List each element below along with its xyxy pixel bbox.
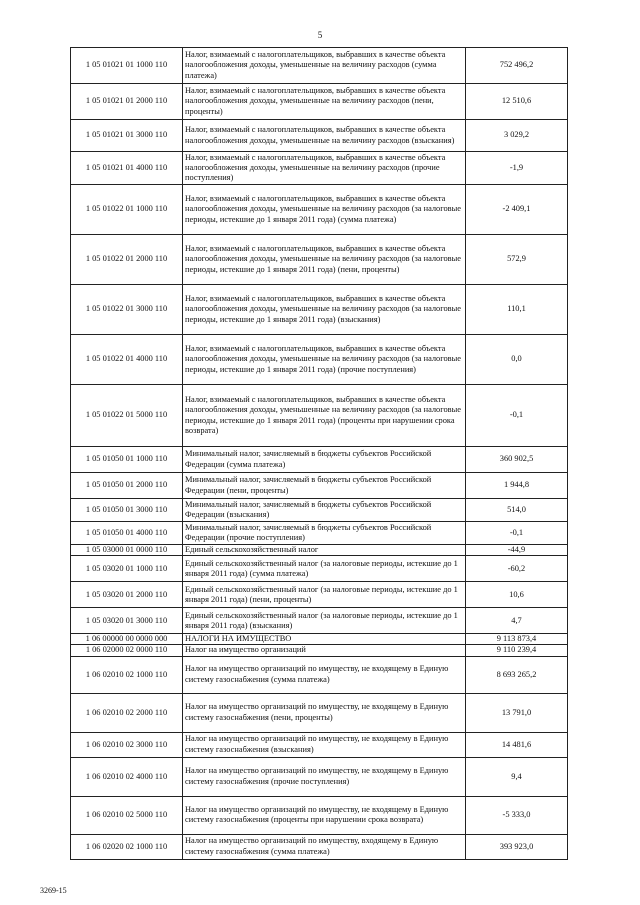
- table-row: [71, 473, 568, 499]
- budget-classification-code: 1 05 03020 01 1000 110: [71, 556, 183, 582]
- table-row: [71, 608, 568, 634]
- footer-document-code: 3269-15: [40, 886, 67, 895]
- amount-value: 1 944,8: [466, 473, 568, 499]
- budget-classification-code: 1 05 01022 01 5000 110: [71, 385, 183, 447]
- budget-classification-code: 1 05 01050 01 3000 110: [71, 499, 183, 522]
- amount-value: 12 510,6: [466, 84, 568, 120]
- budget-classification-code: 1 05 01022 01 1000 110: [71, 185, 183, 235]
- revenue-name: Налог, взимаемый с налогоплательщиков, выбравших в качестве объекта налогообложения доходы, уменьшенные на величину расходов (за налоговые периоды, истекшие до 1 января 2011 года) (сумма платежа): [183, 185, 466, 235]
- amount-value: -0,1: [466, 385, 568, 447]
- revenue-name: Налог на имущество организаций по имуществу, не входящему в Единую систему газоснабжения (прочие поступления): [183, 757, 466, 796]
- amount-value: -1,9: [466, 152, 568, 185]
- table-row: [71, 385, 568, 447]
- table-row: [71, 796, 568, 834]
- budget-classification-code: 1 05 01021 01 4000 110: [71, 152, 183, 185]
- revenue-name: Единый сельскохозяйственный налог: [183, 545, 466, 556]
- table-row: [71, 582, 568, 608]
- amount-value: 572,9: [466, 235, 568, 285]
- table-row: [71, 732, 568, 757]
- amount-value: 13 791,0: [466, 693, 568, 732]
- table-row: [71, 634, 568, 645]
- revenue-name: Налог на имущество организаций по имуществу, входящему в Единую систему газоснабжения (сумма платежа): [183, 834, 466, 859]
- amount-value: 393 923,0: [466, 834, 568, 859]
- revenue-name: Налог, взимаемый с налогоплательщиков, выбравших в качестве объекта налогообложения доходы, уменьшенные на величину расходов (пени, проценты): [183, 84, 466, 120]
- revenue-name: Минимальный налог, зачисляемый в бюджеты субъектов Российской Федерации (сумма платежа): [183, 447, 466, 473]
- revenue-name: Единый сельскохозяйственный налог (за налоговые периоды, истекшие до 1 января 2011 года) (сумма платежа): [183, 556, 466, 582]
- budget-classification-code: 1 05 01022 01 4000 110: [71, 335, 183, 385]
- budget-classification-code: 1 05 01021 01 1000 110: [71, 48, 183, 84]
- budget-classification-code: 1 05 01050 01 4000 110: [71, 522, 183, 545]
- amount-value: 14 481,6: [466, 732, 568, 757]
- table-row: [71, 522, 568, 545]
- revenue-name: НАЛОГИ НА ИМУЩЕСТВО: [183, 634, 466, 645]
- budget-classification-code: 1 06 02010 02 2000 110: [71, 693, 183, 732]
- table-row: [71, 556, 568, 582]
- budget-revenue-table: [70, 47, 568, 860]
- budget-classification-code: 1 06 02010 02 4000 110: [71, 757, 183, 796]
- revenue-name: Налог, взимаемый с налогоплательщиков, выбравших в качестве объекта налогообложения доходы, уменьшенные на величину расходов (сумма платежа): [183, 48, 466, 84]
- revenue-name: Налог, взимаемый с налогоплательщиков, выбравших в качестве объекта налогообложения доходы, уменьшенные на величину расходов (за налоговые периоды, истекшие до 1 января 2011 года) (взыскания): [183, 285, 466, 335]
- budget-classification-code: 1 05 01021 01 2000 110: [71, 84, 183, 120]
- table-row: [71, 656, 568, 693]
- revenue-name: Налог, взимаемый с налогоплательщиков, выбравших в качестве объекта налогообложения доходы, уменьшенные на величину расходов (прочие поступления): [183, 152, 466, 185]
- revenue-name: Налог, взимаемый с налогоплательщиков, выбравших в качестве объекта налогообложения доходы, уменьшенные на величину расходов (за налоговые периоды, истекшие до 1 января 2011 года) (пени, проценты): [183, 235, 466, 285]
- revenue-name: Налог на имущество организаций по имуществу, не входящему в Единую систему газоснабжения (проценты при нарушении срока возврата): [183, 796, 466, 834]
- amount-value: 752 496,2: [466, 48, 568, 84]
- table-row: [71, 693, 568, 732]
- amount-value: 0,0: [466, 335, 568, 385]
- revenue-name: Налог, взимаемый с налогоплательщиков, выбравших в качестве объекта налогообложения доходы, уменьшенные на величину расходов (за налоговые периоды, истекшие до 1 января 2011 года) (проценты при нарушении срока возврата): [183, 385, 466, 447]
- budget-classification-code: 1 06 02020 02 1000 110: [71, 834, 183, 859]
- revenue-name: Налог на имущество организаций: [183, 645, 466, 656]
- table-row: [71, 499, 568, 522]
- budget-classification-code: 1 06 02000 02 0000 110: [71, 645, 183, 656]
- amount-value: 514,0: [466, 499, 568, 522]
- amount-value: -2 409,1: [466, 185, 568, 235]
- revenue-name: Налог на имущество организаций по имуществу, не входящему в Единую систему газоснабжения (взыскания): [183, 732, 466, 757]
- revenue-name: Налог на имущество организаций по имуществу, не входящему в Единую систему газоснабжения (сумма платежа): [183, 656, 466, 693]
- amount-value: -60,2: [466, 556, 568, 582]
- amount-value: -0,1: [466, 522, 568, 545]
- amount-value: 110,1: [466, 285, 568, 335]
- budget-classification-code: 1 05 01050 01 2000 110: [71, 473, 183, 499]
- budget-classification-code: 1 06 02010 02 1000 110: [71, 656, 183, 693]
- table-row: [71, 120, 568, 152]
- amount-value: 8 693 265,2: [466, 656, 568, 693]
- budget-classification-code: 1 05 01022 01 3000 110: [71, 285, 183, 335]
- revenue-name: Минимальный налог, зачисляемый в бюджеты субъектов Российской Федерации (взыскания): [183, 499, 466, 522]
- amount-value: 3 029,2: [466, 120, 568, 152]
- table-row: [71, 285, 568, 335]
- amount-value: 360 902,5: [466, 447, 568, 473]
- amount-value: 9 113 873,4: [466, 634, 568, 645]
- amount-value: 9 110 239,4: [466, 645, 568, 656]
- revenue-name: Налог на имущество организаций по имуществу, не входящему в Единую систему газоснабжения (пени, проценты): [183, 693, 466, 732]
- revenue-name: Налог, взимаемый с налогоплательщиков, выбравших в качестве объекта налогообложения доходы, уменьшенные на величину расходов (взыскания): [183, 120, 466, 152]
- revenue-name: Единый сельскохозяйственный налог (за налоговые периоды, истекшие до 1 января 2011 года) (пени, проценты): [183, 582, 466, 608]
- budget-classification-code: 1 06 02010 02 5000 110: [71, 796, 183, 834]
- revenue-name: Налог, взимаемый с налогоплательщиков, выбравших в качестве объекта налогообложения доходы, уменьшенные на величину расходов (за налоговые периоды, истекшие до 1 января 2011 года) (прочие поступления): [183, 335, 466, 385]
- table-row: [71, 757, 568, 796]
- table-row: [71, 84, 568, 120]
- amount-value: 9,4: [466, 757, 568, 796]
- budget-classification-code: 1 05 01050 01 1000 110: [71, 447, 183, 473]
- budget-classification-code: 1 05 01021 01 3000 110: [71, 120, 183, 152]
- budget-classification-code: 1 06 00000 00 0000 000: [71, 634, 183, 645]
- table-row: [71, 545, 568, 556]
- revenue-name: Единый сельскохозяйственный налог (за налоговые периоды, истекшие до 1 января 2011 года) (взыскания): [183, 608, 466, 634]
- table-row: [71, 152, 568, 185]
- page-number: 5: [317, 30, 323, 40]
- amount-value: -5 333,0: [466, 796, 568, 834]
- amount-value: 4,7: [466, 608, 568, 634]
- table-row: [71, 645, 568, 656]
- budget-classification-code: 1 06 02010 02 3000 110: [71, 732, 183, 757]
- table-body: [71, 48, 568, 860]
- table-row: [71, 235, 568, 285]
- table-row: [71, 48, 568, 84]
- revenue-name: Минимальный налог, зачисляемый в бюджеты субъектов Российской Федерации (прочие поступления): [183, 522, 466, 545]
- amount-value: 10,6: [466, 582, 568, 608]
- table-row: [71, 834, 568, 859]
- table-row: [71, 335, 568, 385]
- revenue-name: Минимальный налог, зачисляемый в бюджеты субъектов Российской Федерации (пени, проценты): [183, 473, 466, 499]
- budget-classification-code: 1 05 03020 01 2000 110: [71, 582, 183, 608]
- table-row: [71, 447, 568, 473]
- amount-value: -44,9: [466, 545, 568, 556]
- budget-classification-code: 1 05 03020 01 3000 110: [71, 608, 183, 634]
- table-row: [71, 185, 568, 235]
- budget-classification-code: 1 05 03000 01 0000 110: [71, 545, 183, 556]
- budget-classification-code: 1 05 01022 01 2000 110: [71, 235, 183, 285]
